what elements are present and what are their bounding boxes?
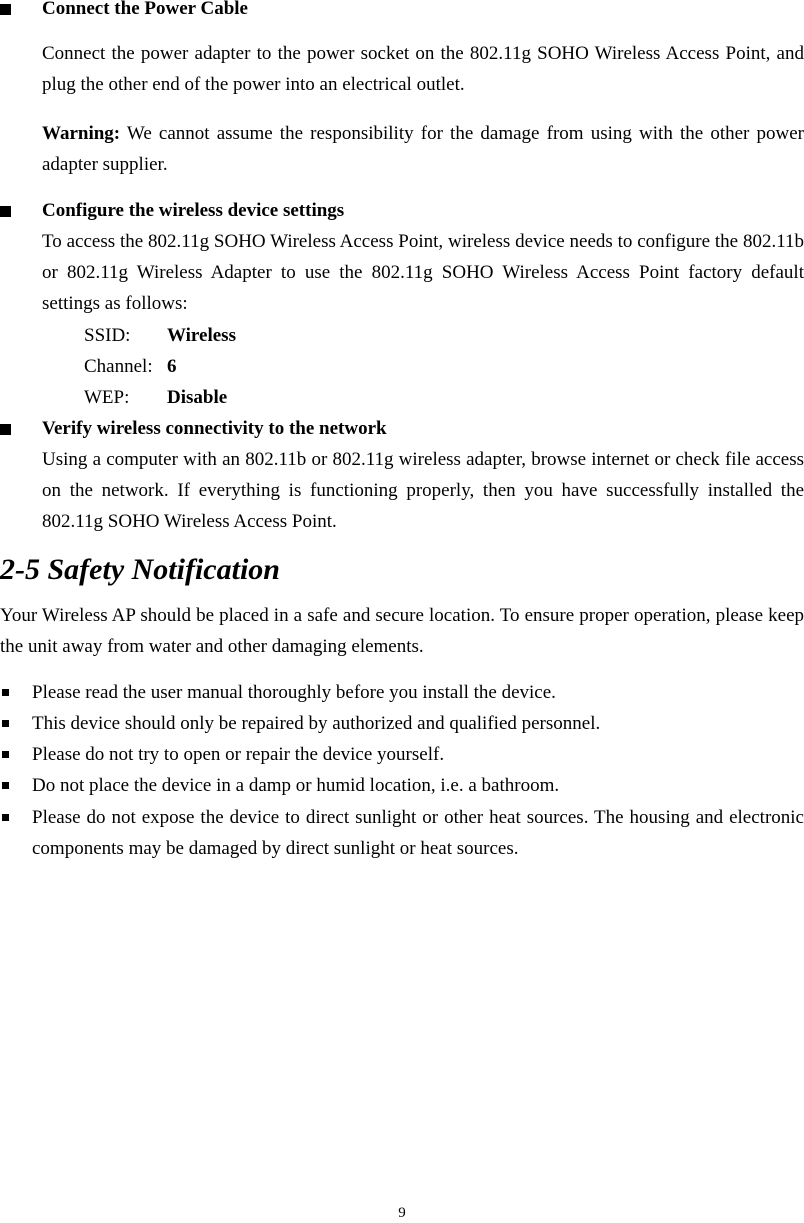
square-bullet-icon (0, 206, 11, 217)
step-text-power-cable: Connect the power adapter to the power socket on the 802.11g SOHO Wireless Access Point, and plug the other end of the power into an electrical outlet. (42, 43, 804, 95)
small-square-bullet-icon (2, 689, 9, 696)
warning-text: We cannot assume the responsibility for the damage from using with the other power adapter supplier. (42, 123, 804, 175)
square-bullet-icon (0, 424, 11, 435)
warning-label: Warning: (42, 123, 121, 144)
section-heading: 2-5 Safety Notification (0, 553, 280, 586)
safety-bullet: Please read the user manual thoroughly before you install the device. (32, 682, 556, 703)
step-text-verify-connectivity: Using a computer with an 802.11b or 802.11g wireless adapter, browse internet or check file access on the network. If everything is functioning properly, then you have successfully installed the 802.11g SOHO Wireless Access Point. (42, 449, 804, 532)
step-title-verify-connectivity: Verify wireless connectivity to the network (42, 418, 387, 439)
setting-value-ssid: Wireless (167, 325, 236, 346)
safety-intro: Your Wireless AP should be placed in a safe and secure location. To ensure proper operation, please keep the unit away from water and other damaging elements. (0, 605, 804, 657)
square-bullet-icon (0, 4, 11, 15)
safety-bullet: Please do not expose the device to direct sunlight or other heat sources. The housing and electronic components may be damaged by direct sunlight or heat sources. (32, 807, 804, 859)
safety-bullet: This device should only be repaired by authorized and qualified personnel. (32, 713, 601, 734)
step-title-power-cable: Connect the Power Cable (42, 0, 248, 19)
small-square-bullet-icon (2, 751, 9, 758)
setting-label-ssid: SSID: (84, 325, 131, 346)
page-number: 9 (398, 1205, 406, 1221)
small-square-bullet-icon (2, 782, 9, 789)
safety-bullet: Please do not try to open or repair the device yourself. (32, 744, 445, 765)
setting-label-channel: Channel: (84, 356, 153, 377)
small-square-bullet-icon (2, 814, 9, 821)
setting-value-channel: 6 (167, 356, 177, 377)
warning-paragraph (42, 118, 804, 180)
step-text-wireless-settings: To access the 802.11g SOHO Wireless Access Point, wireless device needs to configure the 802.11b or 802.11g Wireless Adapter to use the 802.11g SOHO Wireless Access Point factory default settings as follows: (42, 231, 804, 314)
safety-bullet: Do not place the device in a damp or humid location, i.e. a bathroom. (32, 775, 560, 796)
step-title-wireless-settings: Configure the wireless device settings (42, 200, 345, 221)
setting-label-wep: WEP: (84, 387, 130, 408)
small-square-bullet-icon (2, 720, 9, 727)
setting-value-wep: Disable (167, 387, 228, 408)
